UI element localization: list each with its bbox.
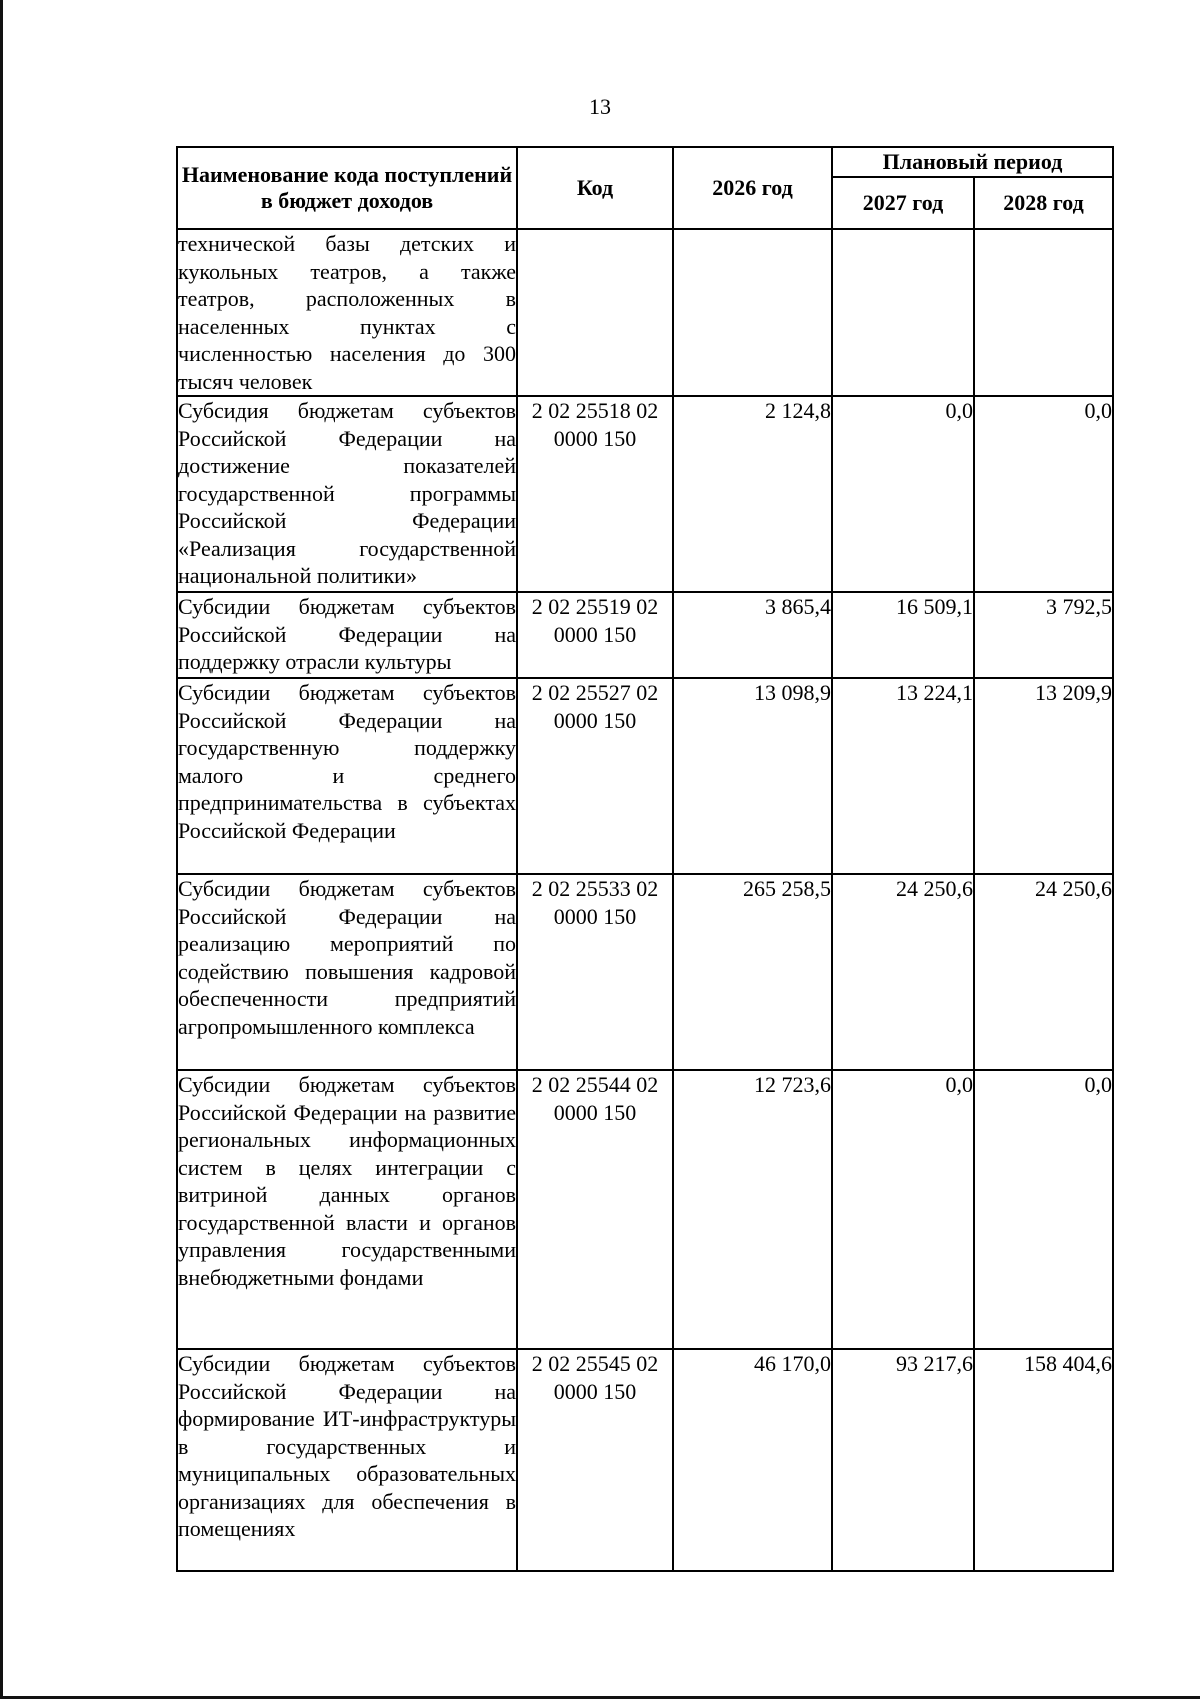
budget-revenue-table: [176, 146, 1114, 1572]
table-row: [177, 229, 1113, 396]
table-row: [177, 678, 1113, 874]
header-name: Наименование кода поступлений в бюджет доходов: [177, 147, 517, 229]
row-value-2027: 0,0: [832, 1070, 974, 1349]
row-value-2026: 46 170,0: [673, 1349, 832, 1571]
row-value-2028: 24 250,6: [974, 874, 1113, 1070]
row-code: 2 02 25527 02 0000 150: [517, 678, 673, 874]
row-value-2026: 12 723,6: [673, 1070, 832, 1349]
header-year-2027: 2027 год: [832, 177, 974, 229]
row-name: Субсидии бюджетам субъектов Российской Федерации на развитие региональных информационных систем в целях интеграции с витриной данных органов государственной власти и органов управления государственными внебюджетными фондами: [177, 1070, 517, 1349]
table-row: [177, 396, 1113, 592]
row-value-2027: 13 224,1: [832, 678, 974, 874]
row-value-2027: 0,0: [832, 396, 974, 592]
row-value-2026: 265 258,5: [673, 874, 832, 1070]
row-code: 2 02 25518 02 0000 150: [517, 396, 673, 592]
row-value-2028: 0,0: [974, 396, 1113, 592]
row-value-2026: 2 124,8: [673, 396, 832, 592]
header-code: Код: [517, 147, 673, 229]
row-code: 2 02 25519 02 0000 150: [517, 592, 673, 678]
row-code: 2 02 25533 02 0000 150: [517, 874, 673, 1070]
row-value-2027: 16 509,1: [832, 592, 974, 678]
row-name: технической базы детских и кукольных театров, а также театров, расположенных в населенных пунктах с численностью населения до 300 тысяч человек: [177, 229, 517, 396]
row-name: Субсидии бюджетам субъектов Российской Федерации на поддержку отрасли культуры: [177, 592, 517, 678]
row-value-2028: [974, 229, 1113, 396]
table-body: [177, 229, 1113, 1571]
header-year-2028: 2028 год: [974, 177, 1113, 229]
row-name: Субсидии бюджетам субъектов Российской Федерации на формирование ИТ-инфраструктуры в государственных и муниципальных образовательных организациях для обеспечения в помещениях: [177, 1349, 517, 1571]
table-row: [177, 1349, 1113, 1571]
row-name: Субсидии бюджетам субъектов Российской Федерации на реализацию мероприятий по содействию повышения кадровой обеспеченности предприятий агропромышленного комплекса: [177, 874, 517, 1070]
table-row: [177, 1070, 1113, 1349]
row-code: 2 02 25544 02 0000 150: [517, 1070, 673, 1349]
row-value-2027: [832, 229, 974, 396]
row-name: Субсидии бюджетам субъектов Российской Федерации на государственную поддержку малого и среднего предпринимательства в субъектах Российской Федерации: [177, 678, 517, 874]
header-planned-period: Плановый период: [832, 147, 1113, 177]
row-value-2026: 13 098,9: [673, 678, 832, 874]
table-header: [177, 147, 1113, 229]
page-number: 13: [589, 94, 611, 119]
row-value-2027: 24 250,6: [832, 874, 974, 1070]
row-value-2027: 93 217,6: [832, 1349, 974, 1571]
table-row: [177, 874, 1113, 1070]
row-code: [517, 229, 673, 396]
row-value-2026: [673, 229, 832, 396]
row-value-2026: 3 865,4: [673, 592, 832, 678]
row-value-2028: 158 404,6: [974, 1349, 1113, 1571]
scan-edge-left: [0, 0, 3, 1699]
row-value-2028: 13 209,9: [974, 678, 1113, 874]
table-row: [177, 592, 1113, 678]
row-code: 2 02 25545 02 0000 150: [517, 1349, 673, 1571]
row-value-2028: 3 792,5: [974, 592, 1113, 678]
header-year-2026: 2026 год: [673, 147, 832, 229]
row-name: Субсидия бюджетам субъектов Российской Федерации на достижение показателей государственной программы Российской Федерации «Реализация государственной национальной политики»: [177, 396, 517, 592]
row-value-2028: 0,0: [974, 1070, 1113, 1349]
